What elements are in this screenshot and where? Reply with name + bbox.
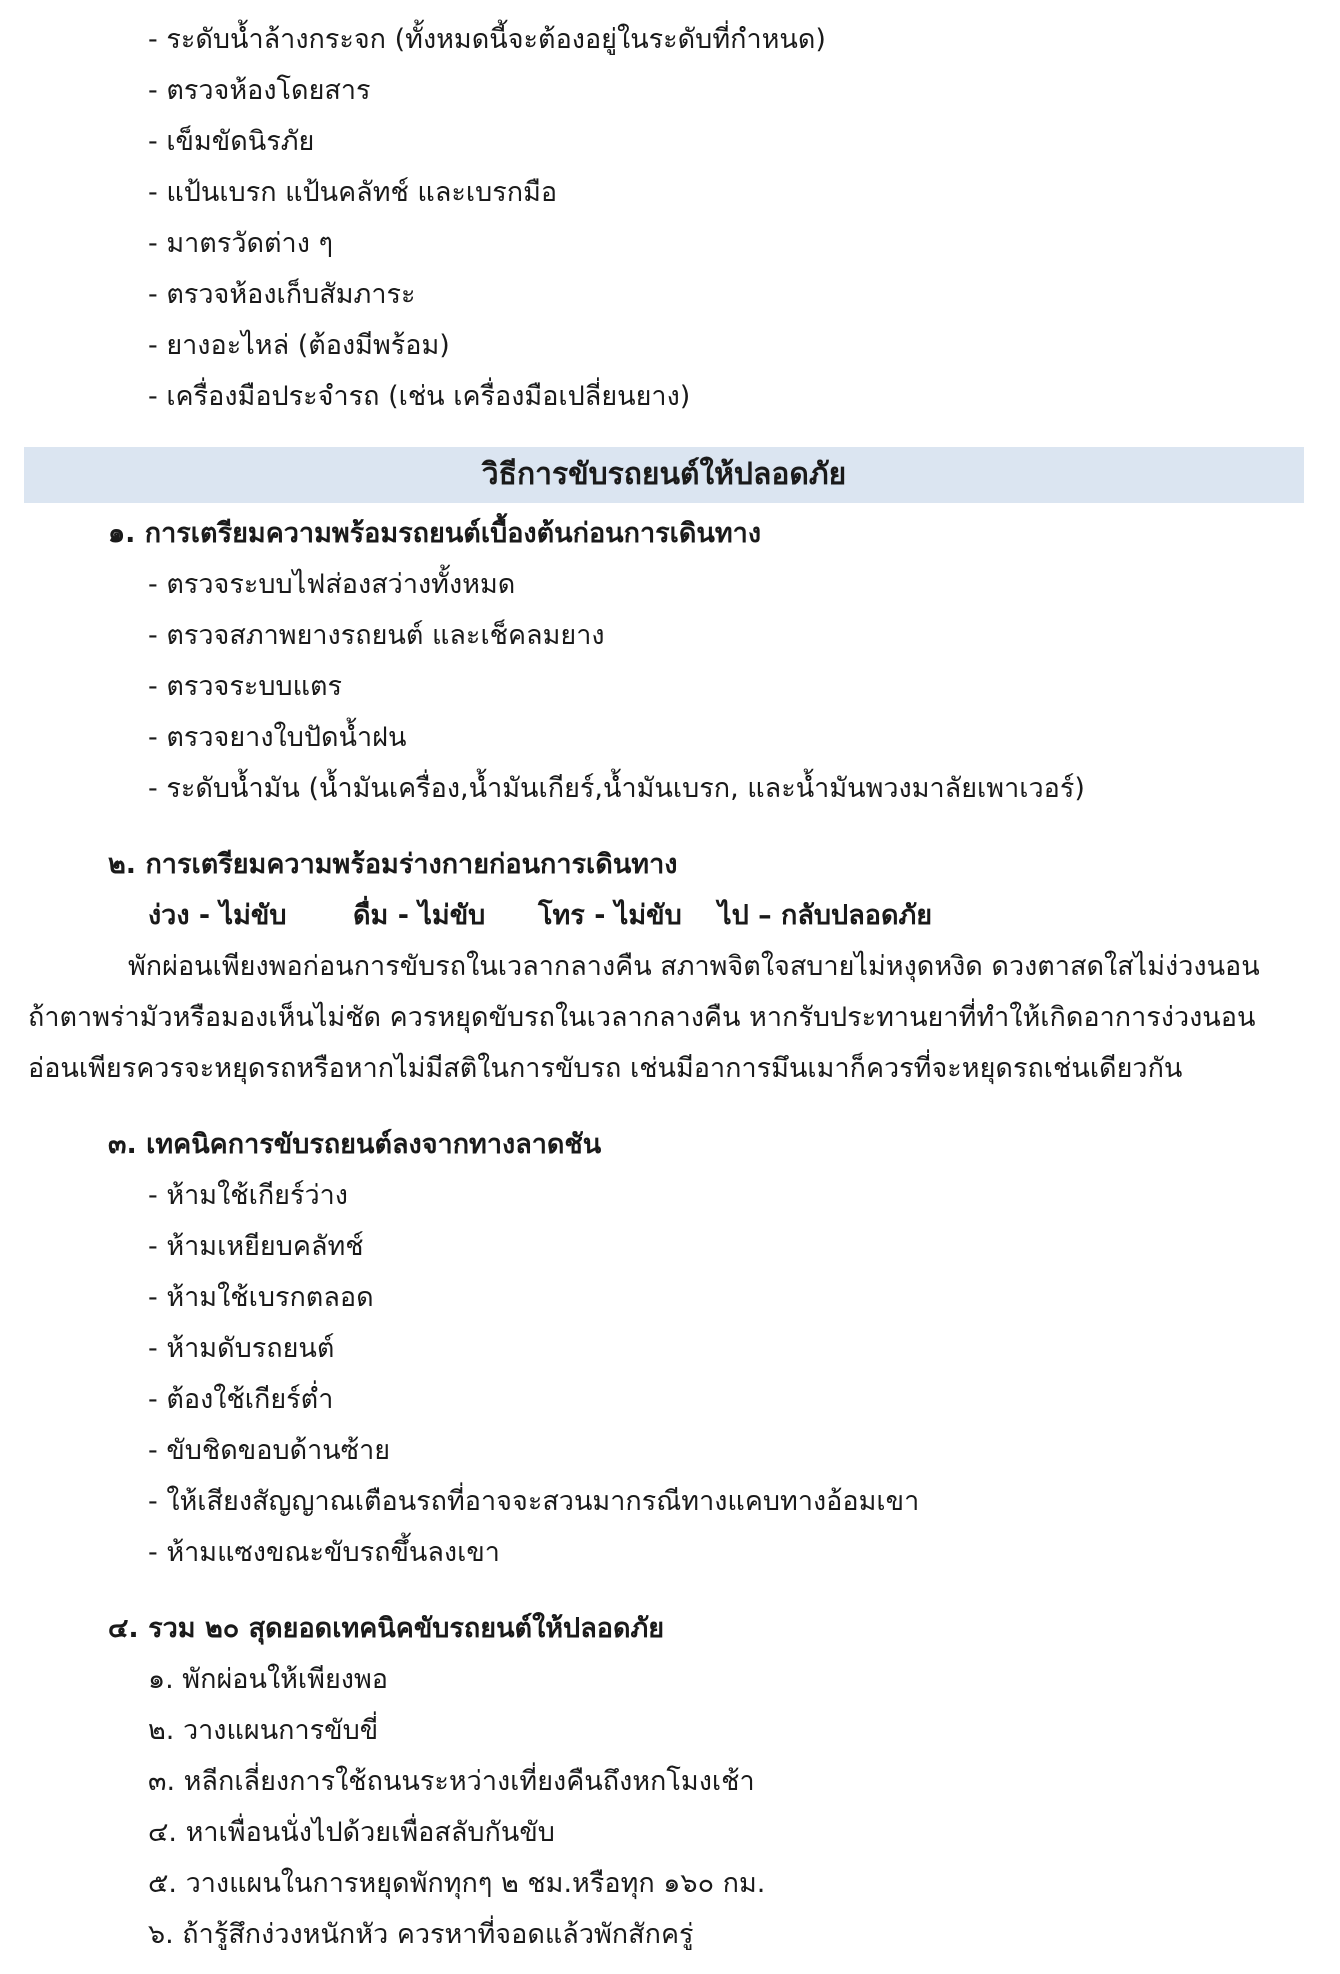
section-heading: ๔. รวม ๒๐ สุดยอดเทคนิคขับรถยนต์ให้ปลอดภัย: [108, 1613, 665, 1644]
section-heading: ๑. การเตรียมความพร้อมรถยนต์เบื้องต้นก่อนการเดินทาง: [108, 518, 761, 549]
list-item: - ห้ามเหยียบคลัทช์: [148, 1231, 364, 1262]
paragraph-line: พักผ่อนเพียงพอก่อนการขับรถในเวลากลางคืน สภาพจิตใจสบายไม่หงุดหงิด ดวงตาสดใสไม่ง่วงนอน: [128, 951, 1260, 982]
section-banner: [24, 447, 1304, 503]
paragraph-line: อ่อนเพียรควรจะหยุดรถหรือหากไม่มีสติในการขับรถ เช่นมีอาการมึนเมาก็ควรที่จะหยุดรถเช่นเดียวกัน: [28, 1053, 1183, 1084]
list-item: ๕. วางแผนในการหยุดพักทุกๆ ๒ ชม.หรือทุก ๑๖๐ กม.: [148, 1868, 766, 1899]
list-item: - ตรวจห้องโดยสาร: [148, 75, 371, 106]
list-item: - ตรวจระบบไฟส่องสว่างทั้งหมด: [148, 569, 516, 600]
section-heading: ๓. เทคนิคการขับรถยนต์ลงจากทางลาดชัน: [108, 1129, 602, 1160]
section-heading: ๒. การเตรียมความพร้อมร่างกายก่อนการเดินทาง: [108, 849, 678, 880]
list-item: - ตรวจระบบแตร: [148, 671, 343, 702]
list-item: - ห้ามใช้เกียร์ว่าง: [148, 1180, 348, 1211]
list-item: - ห้ามใช้เบรกตลอด: [148, 1282, 374, 1313]
slogan-part: ดื่ม - ไม่ขับ: [353, 900, 486, 931]
slogan-part: โทร - ไม่ขับ: [538, 900, 682, 931]
list-item: - ระดับน้ำล้างกระจก (ทั้งหมดนี้จะต้องอยู่ในระดับที่กำหนด): [148, 24, 826, 55]
list-item: - ห้ามดับรถยนต์: [148, 1333, 335, 1364]
list-item: - ขับชิดขอบด้านซ้าย: [148, 1435, 391, 1466]
list-item: - ระดับน้ำมัน (น้ำมันเครื่อง,น้ำมันเกียร์,น้ำมันเบรก, และน้ำมันพวงมาลัยเพาเวอร์): [148, 773, 1085, 804]
list-item: - ตรวจห้องเก็บสัมภาระ: [148, 279, 416, 310]
list-item: - ตรวจยางใบปัดน้ำฝน: [148, 722, 407, 753]
list-item: - ยางอะไหล่ (ต้องมีพร้อม): [148, 330, 450, 361]
paragraph-line: ถ้าตาพร่ามัวหรือมองเห็นไม่ชัด ควรหยุดขับรถในเวลากลางคืน หากรับประทานยาที่ทำให้เกิดอาการง่วงนอน: [28, 1002, 1256, 1033]
list-item: - แป้นเบรก แป้นคลัทช์ และเบรกมือ: [148, 177, 558, 208]
list-item: - เข็มขัดนิรภัย: [148, 126, 315, 157]
list-item: ๔. หาเพื่อนนั่งไปด้วยเพื่อสลับกันขับ: [148, 1817, 555, 1848]
slogan-line: [148, 896, 932, 936]
slogan-part: ง่วง - ไม่ขับ: [148, 900, 287, 931]
slogan-part: ไป – กลับปลอดภัย: [718, 900, 933, 931]
list-item: - ตรวจสภาพยางรถยนต์ และเช็คลมยาง: [148, 620, 605, 651]
list-item: ๒. วางแผนการขับขี่: [148, 1715, 379, 1746]
list-item: ๖. ถ้ารู้สึกง่วงหนักหัว ควรหาที่จอดแล้วพักสักครู่: [148, 1919, 694, 1950]
banner-title: วิธีการขับรถยนต์ให้ปลอดภัย: [481, 457, 847, 492]
list-item: - ห้ามแซงขณะขับรถขึ้นลงเขา: [148, 1537, 500, 1568]
list-item: - มาตรวัดต่าง ๆ: [148, 228, 333, 259]
list-item: - ให้เสียงสัญญาณเตือนรถที่อาจจะสวนมากรณีทางแคบทางอ้อมเขา: [148, 1486, 920, 1517]
list-item: - เครื่องมือประจำรถ (เช่น เครื่องมือเปลี่ยนยาง): [148, 381, 691, 412]
list-item: - ต้องใช้เกียร์ต่ำ: [148, 1384, 334, 1415]
list-item: ๑. พักผ่อนให้เพียงพอ: [148, 1664, 388, 1695]
list-item: ๓. หลีกเลี่ยงการใช้ถนนระหว่างเที่ยงคืนถึงหกโมงเช้า: [148, 1766, 755, 1797]
